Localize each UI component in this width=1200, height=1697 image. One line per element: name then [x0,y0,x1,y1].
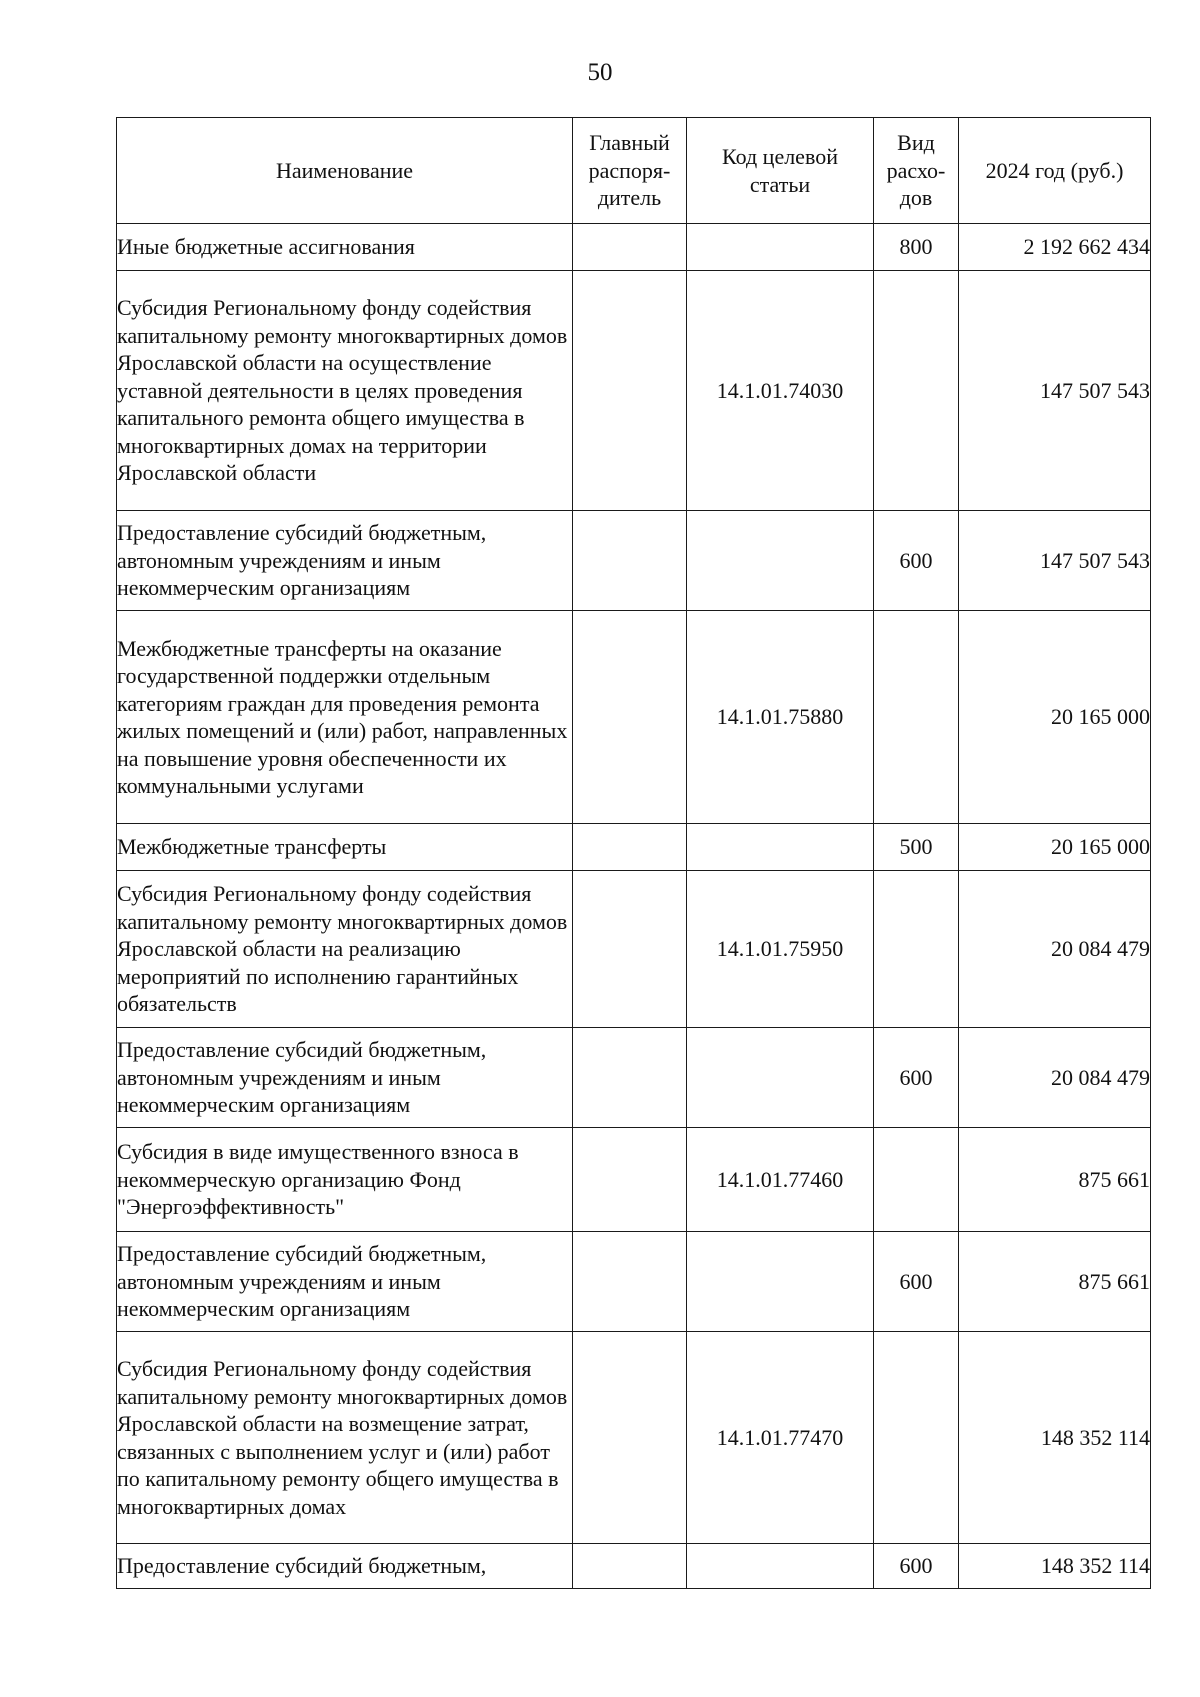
row-name: Субсидия Региональному фонду содействия капитальному ремонту многоквартирных домов Ярославской области на осуществление уставной деятельности в целях проведения капитального ремонта общего имущества в многоквартирных домах на территории Ярославской области [117,271,573,511]
row-name: Предоставление субсидий бюджетным, автономным учреждениям и иным некоммерческим организациям [117,511,573,611]
row-code: 14.1.01.77460 [687,1128,874,1232]
row-name: Субсидия Региональному фонду содействия капитальному ремонту многоквартирных домов Ярославской области на реализацию мероприятий по исполнению гарантийных обязательств [117,871,573,1028]
table-row [117,824,1151,871]
row-sum: 20 165 000 [959,611,1151,824]
row-name: Межбюджетные трансферты на оказание государственной поддержки отдельным категориям граждан для проведения ремонта жилых помещений и (или) работ, направленных на повышение уровня обеспеченности их коммунальными услугами [117,611,573,824]
row-code: 14.1.01.75880 [687,611,874,824]
row-code [687,511,874,611]
table-row [117,271,1151,511]
row-name: Иные бюджетные ассигнования [117,224,573,271]
row-code [687,1028,874,1128]
row-code [687,1544,874,1589]
row-admin [573,511,687,611]
row-kind: 800 [874,224,959,271]
table-row [117,511,1151,611]
header-sum: 2024 год (руб.) [959,118,1151,224]
row-admin [573,1028,687,1128]
row-code [687,1232,874,1332]
row-admin [573,611,687,824]
budget-table [116,117,1151,1589]
row-sum: 147 507 543 [959,511,1151,611]
row-admin [573,824,687,871]
row-name: Субсидия Региональному фонду содействия капитальному ремонту многоквартирных домов Ярославской области на возмещение затрат, связанных с выполнением услуг и (или) работ по капитальному ремонту общего имущества в многоквартирных домах [117,1332,573,1544]
row-code [687,824,874,871]
row-sum: 20 165 000 [959,824,1151,871]
row-kind [874,271,959,511]
row-sum: 148 352 114 [959,1544,1151,1589]
row-kind [874,1128,959,1232]
row-sum: 20 084 479 [959,871,1151,1028]
table-row [117,224,1151,271]
row-admin [573,224,687,271]
row-sum: 875 661 [959,1128,1151,1232]
row-admin [573,1128,687,1232]
row-code: 14.1.01.75950 [687,871,874,1028]
table-row [117,611,1151,824]
row-admin [573,871,687,1028]
row-admin [573,1332,687,1544]
row-kind [874,1332,959,1544]
row-sum: 20 084 479 [959,1028,1151,1128]
row-kind: 600 [874,1232,959,1332]
row-code [687,224,874,271]
row-admin [573,1232,687,1332]
row-kind [874,871,959,1028]
table-row [117,1544,1151,1589]
row-sum: 2 192 662 434 [959,224,1151,271]
row-kind [874,611,959,824]
row-kind: 500 [874,824,959,871]
row-sum: 875 661 [959,1232,1151,1332]
row-kind: 600 [874,1028,959,1128]
row-name: Предоставление субсидий бюджетным, автономным учреждениям и иным некоммерческим организациям [117,1028,573,1128]
row-name: Межбюджетные трансферты [117,824,573,871]
row-kind: 600 [874,511,959,611]
row-name: Предоставление субсидий бюджетным, автономным учреждениям и иным некоммерческим организациям [117,1232,573,1332]
row-sum: 148 352 114 [959,1332,1151,1544]
header-kind: Вид расхо-дов [874,118,959,224]
table-row [117,871,1151,1028]
row-code: 14.1.01.74030 [687,271,874,511]
row-sum: 147 507 543 [959,271,1151,511]
row-name: Субсидия в виде имущественного взноса в некоммерческую организацию Фонд "Энергоэффективность" [117,1128,573,1232]
page-number: 50 [587,59,613,86]
row-name: Предоставление субсидий бюджетным, [117,1544,573,1589]
header-admin: Главный распоря-дитель [573,118,687,224]
row-admin [573,271,687,511]
table-row [117,1232,1151,1332]
table-row [117,1028,1151,1128]
header-name: Наименование [117,118,573,224]
header-code: Код целевой статьи [687,118,874,224]
table-header-row [117,118,1151,224]
table-row [117,1332,1151,1544]
row-kind: 600 [874,1544,959,1589]
row-code: 14.1.01.77470 [687,1332,874,1544]
row-admin [573,1544,687,1589]
table-row [117,1128,1151,1232]
